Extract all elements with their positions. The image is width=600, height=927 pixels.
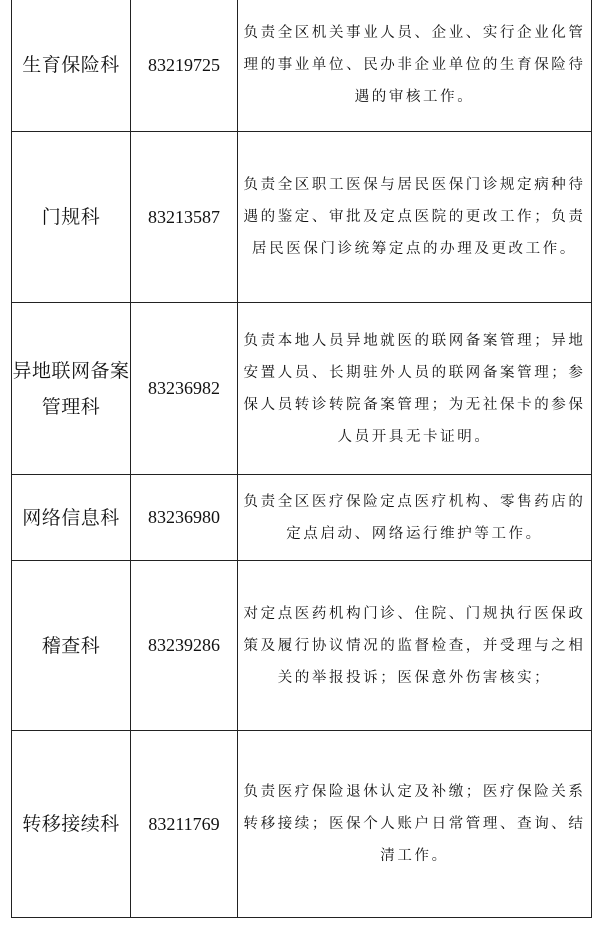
duty-description: 负责医疗保险退休认定及补缴；医疗保险关系转移接续；医保个人账户日常管理、查询、结清工作。	[238, 731, 592, 918]
table-row	[12, 475, 592, 561]
duty-description: 负责本地人员异地就医的联网备案管理；异地安置人员、长期驻外人员的联网备案管理；参保人员转诊转院备案管理；为无社保卡的参保人员开具无卡证明。	[238, 303, 592, 475]
department-name: 异地联网备案管理科	[12, 303, 131, 475]
phone-number: 83219725	[131, 0, 238, 132]
table-row	[12, 731, 592, 918]
duty-description: 负责全区医疗保险定点医疗机构、零售药店的定点启动、网络运行维护等工作。	[238, 475, 592, 561]
department-name: 门规科	[12, 132, 131, 303]
department-table	[11, 0, 592, 918]
duty-description: 负责全区机关事业人员、企业、实行企业化管理的事业单位、民办非企业单位的生育保险待遇的审核工作。	[238, 0, 592, 132]
table-row	[12, 561, 592, 731]
duty-description: 对定点医药机构门诊、住院、门规执行医保政策及履行协议情况的监督检查，并受理与之相关的举报投诉；医保意外伤害核实；	[238, 561, 592, 731]
phone-number: 83211769	[131, 731, 238, 918]
department-name: 转移接续科	[12, 731, 131, 918]
phone-number: 83239286	[131, 561, 238, 731]
table-row	[12, 0, 592, 132]
department-name: 稽查科	[12, 561, 131, 731]
duty-description: 负责全区职工医保与居民医保门诊规定病种待遇的鉴定、审批及定点医院的更改工作；负责居民医保门诊统筹定点的办理及更改工作。	[238, 132, 592, 303]
department-name: 生育保险科	[12, 0, 131, 132]
phone-number: 83236980	[131, 475, 238, 561]
table-row	[12, 132, 592, 303]
phone-number: 83236982	[131, 303, 238, 475]
phone-number: 83213587	[131, 132, 238, 303]
table-row	[12, 303, 592, 475]
department-name: 网络信息科	[12, 475, 131, 561]
